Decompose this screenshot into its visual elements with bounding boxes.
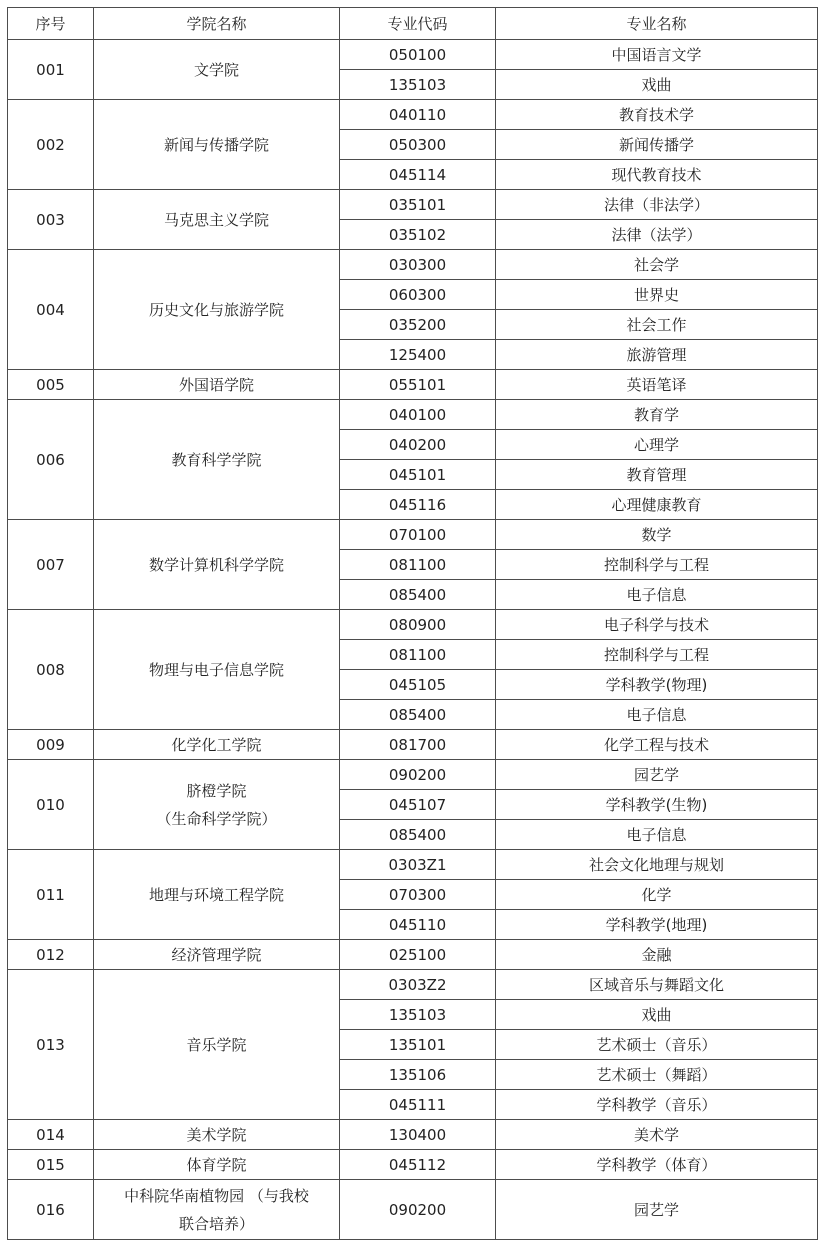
major-code-cell: 081100 bbox=[340, 640, 496, 670]
table-row bbox=[8, 100, 818, 130]
group-index-cell: 003 bbox=[8, 190, 94, 250]
major-name-cell: 法律（法学） bbox=[496, 220, 818, 250]
college-name-cell: 教育科学学院 bbox=[94, 400, 340, 520]
college-name-cell: 外国语学院 bbox=[94, 370, 340, 400]
table-row bbox=[8, 760, 818, 790]
major-name-cell: 化学工程与技术 bbox=[496, 730, 818, 760]
table-row bbox=[8, 190, 818, 220]
college-name-cell: 数学计算机科学学院 bbox=[94, 520, 340, 610]
group-index-cell: 013 bbox=[8, 970, 94, 1120]
major-code-cell: 090200 bbox=[340, 760, 496, 790]
major-name-cell: 区域音乐与舞蹈文化 bbox=[496, 970, 818, 1000]
major-name-cell: 学科教学（音乐） bbox=[496, 1090, 818, 1120]
major-name-cell: 化学 bbox=[496, 880, 818, 910]
major-name-cell: 中国语言文学 bbox=[496, 40, 818, 70]
college-name-cell: 文学院 bbox=[94, 40, 340, 100]
major-code-cell: 085400 bbox=[340, 700, 496, 730]
major-code-cell: 070300 bbox=[340, 880, 496, 910]
table-row bbox=[8, 370, 818, 400]
college-name-cell: 地理与环境工程学院 bbox=[94, 850, 340, 940]
major-code-cell: 135103 bbox=[340, 1000, 496, 1030]
major-code-cell: 045107 bbox=[340, 790, 496, 820]
major-code-cell: 050300 bbox=[340, 130, 496, 160]
major-name-cell: 社会学 bbox=[496, 250, 818, 280]
major-code-cell: 045101 bbox=[340, 460, 496, 490]
table-row bbox=[8, 730, 818, 760]
major-code-cell: 0303Z1 bbox=[340, 850, 496, 880]
major-code-cell: 025100 bbox=[340, 940, 496, 970]
major-code-cell: 135103 bbox=[340, 70, 496, 100]
major-code-cell: 030300 bbox=[340, 250, 496, 280]
major-code-cell: 135106 bbox=[340, 1060, 496, 1090]
major-code-cell: 085400 bbox=[340, 580, 496, 610]
major-name-cell: 法律（非法学） bbox=[496, 190, 818, 220]
major-name-cell: 英语笔译 bbox=[496, 370, 818, 400]
major-code-cell: 045105 bbox=[340, 670, 496, 700]
table-row bbox=[8, 610, 818, 640]
major-name-cell: 学科教学（体育） bbox=[496, 1150, 818, 1180]
major-code-cell: 040100 bbox=[340, 400, 496, 430]
major-code-cell: 045114 bbox=[340, 160, 496, 190]
major-code-cell: 0303Z2 bbox=[340, 970, 496, 1000]
college-name-cell: 经济管理学院 bbox=[94, 940, 340, 970]
major-code-cell: 055101 bbox=[340, 370, 496, 400]
table-row bbox=[8, 40, 818, 70]
table-row bbox=[8, 970, 818, 1000]
group-index-cell: 009 bbox=[8, 730, 94, 760]
major-name-cell: 戏曲 bbox=[496, 1000, 818, 1030]
major-name-cell: 戏曲 bbox=[496, 70, 818, 100]
major-code-cell: 085400 bbox=[340, 820, 496, 850]
college-name-cell: 新闻与传播学院 bbox=[94, 100, 340, 190]
major-code-cell: 040200 bbox=[340, 430, 496, 460]
major-name-cell: 教育技术学 bbox=[496, 100, 818, 130]
header-college: 学院名称 bbox=[94, 8, 340, 40]
header-code: 专业代码 bbox=[340, 8, 496, 40]
major-code-cell: 081700 bbox=[340, 730, 496, 760]
major-code-cell: 060300 bbox=[340, 280, 496, 310]
college-name-cell: 美术学院 bbox=[94, 1120, 340, 1150]
table-row bbox=[8, 850, 818, 880]
group-index-cell: 007 bbox=[8, 520, 94, 610]
college-name-cell: 体育学院 bbox=[94, 1150, 340, 1180]
major-name-cell: 世界史 bbox=[496, 280, 818, 310]
group-index-cell: 006 bbox=[8, 400, 94, 520]
table-row bbox=[8, 940, 818, 970]
major-name-cell: 电子信息 bbox=[496, 700, 818, 730]
major-name-cell: 社会工作 bbox=[496, 310, 818, 340]
header-index: 序号 bbox=[8, 8, 94, 40]
major-name-cell: 电子信息 bbox=[496, 820, 818, 850]
group-index-cell: 011 bbox=[8, 850, 94, 940]
major-code-cell: 135101 bbox=[340, 1030, 496, 1060]
major-name-cell: 学科教学(生物) bbox=[496, 790, 818, 820]
group-index-cell: 008 bbox=[8, 610, 94, 730]
group-index-cell: 016 bbox=[8, 1180, 94, 1240]
table-row bbox=[8, 520, 818, 550]
major-name-cell: 艺术硕士（舞蹈） bbox=[496, 1060, 818, 1090]
major-name-cell: 旅游管理 bbox=[496, 340, 818, 370]
group-index-cell: 002 bbox=[8, 100, 94, 190]
group-index-cell: 004 bbox=[8, 250, 94, 370]
group-index-cell: 001 bbox=[8, 40, 94, 100]
major-name-cell: 心理学 bbox=[496, 430, 818, 460]
major-name-cell: 控制科学与工程 bbox=[496, 550, 818, 580]
table-row bbox=[8, 1180, 818, 1240]
major-name-cell: 学科教学(物理) bbox=[496, 670, 818, 700]
college-name-cell: 中科院华南植物园 （与我校 联合培养） bbox=[94, 1180, 340, 1240]
table-row bbox=[8, 250, 818, 280]
major-name-cell: 社会文化地理与规划 bbox=[496, 850, 818, 880]
major-code-cell: 040110 bbox=[340, 100, 496, 130]
table-row bbox=[8, 1150, 818, 1180]
major-code-cell: 035101 bbox=[340, 190, 496, 220]
college-name-cell: 化学化工学院 bbox=[94, 730, 340, 760]
major-code-cell: 125400 bbox=[340, 340, 496, 370]
college-major-table bbox=[7, 7, 818, 1240]
group-index-cell: 010 bbox=[8, 760, 94, 850]
major-code-cell: 035102 bbox=[340, 220, 496, 250]
major-code-cell: 080900 bbox=[340, 610, 496, 640]
document-page bbox=[7, 7, 818, 1240]
college-name-cell: 音乐学院 bbox=[94, 970, 340, 1120]
table-row bbox=[8, 400, 818, 430]
college-name-cell: 马克思主义学院 bbox=[94, 190, 340, 250]
major-code-cell: 130400 bbox=[340, 1120, 496, 1150]
group-index-cell: 015 bbox=[8, 1150, 94, 1180]
major-name-cell: 控制科学与工程 bbox=[496, 640, 818, 670]
major-name-cell: 新闻传播学 bbox=[496, 130, 818, 160]
major-name-cell: 园艺学 bbox=[496, 760, 818, 790]
major-name-cell: 教育学 bbox=[496, 400, 818, 430]
group-index-cell: 014 bbox=[8, 1120, 94, 1150]
major-code-cell: 050100 bbox=[340, 40, 496, 70]
major-code-cell: 035200 bbox=[340, 310, 496, 340]
major-name-cell: 美术学 bbox=[496, 1120, 818, 1150]
major-code-cell: 090200 bbox=[340, 1180, 496, 1240]
major-code-cell: 045116 bbox=[340, 490, 496, 520]
college-name-cell: 历史文化与旅游学院 bbox=[94, 250, 340, 370]
major-name-cell: 金融 bbox=[496, 940, 818, 970]
major-name-cell: 园艺学 bbox=[496, 1180, 818, 1240]
major-name-cell: 电子科学与技术 bbox=[496, 610, 818, 640]
college-name-cell: 脐橙学院 （生命科学学院） bbox=[94, 760, 340, 850]
major-name-cell: 艺术硕士（音乐） bbox=[496, 1030, 818, 1060]
table-header-row bbox=[8, 8, 818, 40]
major-name-cell: 数学 bbox=[496, 520, 818, 550]
group-index-cell: 012 bbox=[8, 940, 94, 970]
major-code-cell: 045112 bbox=[340, 1150, 496, 1180]
group-index-cell: 005 bbox=[8, 370, 94, 400]
major-name-cell: 现代教育技术 bbox=[496, 160, 818, 190]
major-name-cell: 心理健康教育 bbox=[496, 490, 818, 520]
major-code-cell: 045111 bbox=[340, 1090, 496, 1120]
table-body bbox=[8, 40, 818, 1240]
table-row bbox=[8, 1120, 818, 1150]
college-name-cell: 物理与电子信息学院 bbox=[94, 610, 340, 730]
major-name-cell: 电子信息 bbox=[496, 580, 818, 610]
major-code-cell: 045110 bbox=[340, 910, 496, 940]
major-code-cell: 070100 bbox=[340, 520, 496, 550]
major-code-cell: 081100 bbox=[340, 550, 496, 580]
major-name-cell: 教育管理 bbox=[496, 460, 818, 490]
header-major: 专业名称 bbox=[496, 8, 818, 40]
major-name-cell: 学科教学(地理) bbox=[496, 910, 818, 940]
